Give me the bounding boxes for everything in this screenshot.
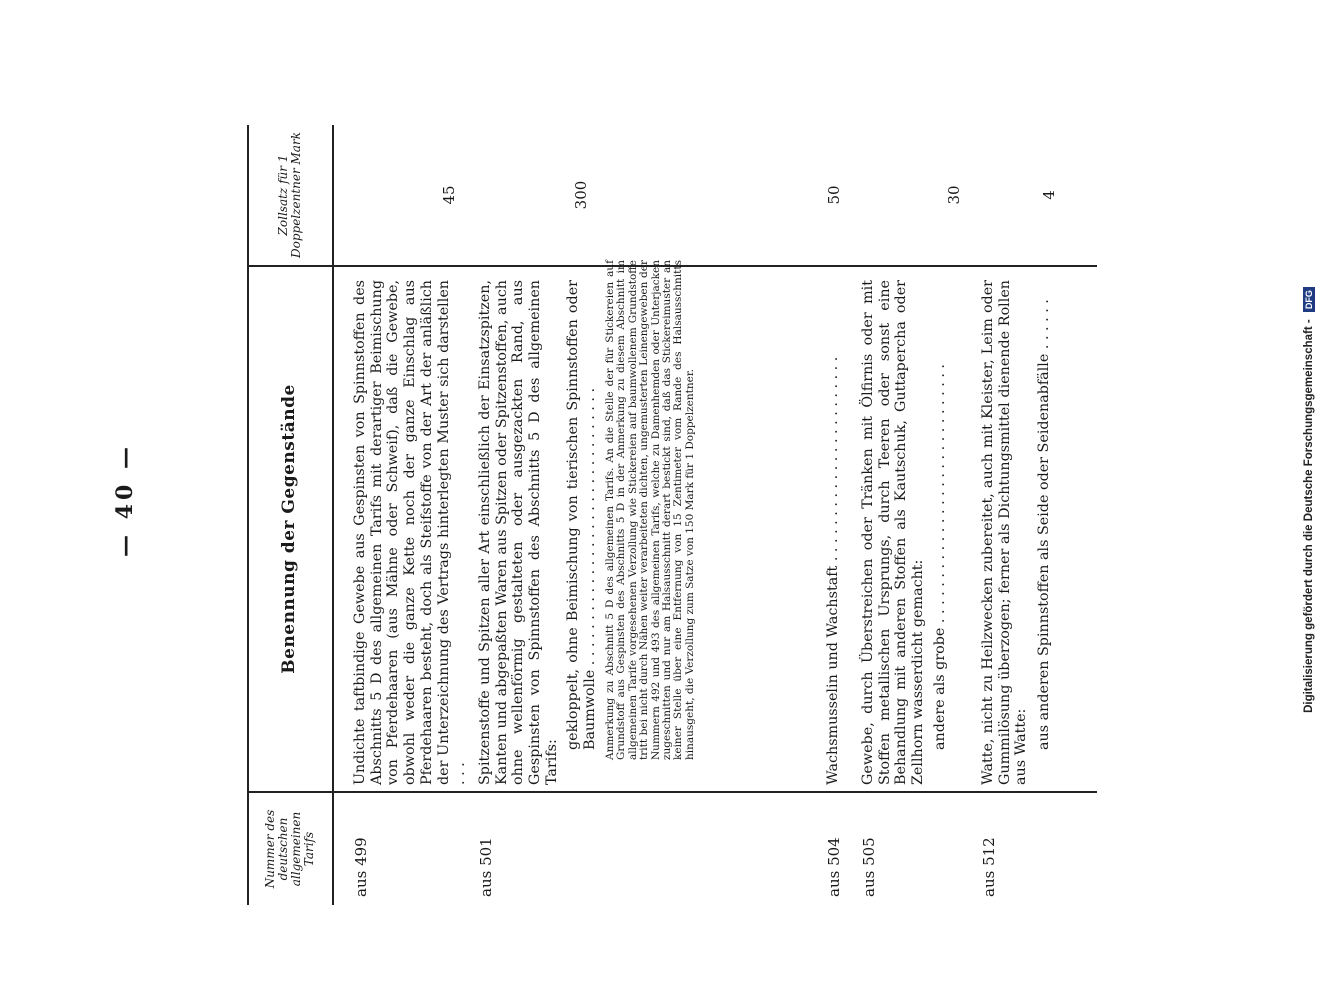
row-number: aus 505 xyxy=(860,837,878,897)
header-description: Benennung der Gegenstände xyxy=(279,384,299,674)
row-number: aus 501 xyxy=(477,837,495,897)
header-rate: Zollsatz für 1 Doppelzentner Mark xyxy=(275,132,303,258)
row-rate: 300 xyxy=(572,180,590,210)
page-number: — 40 — xyxy=(112,443,138,557)
row-sub-description: andere als grobe . . . . . . . . . . . . . . . . . . . . . . . . . . . . . xyxy=(932,364,948,750)
row-rate: 30 xyxy=(945,185,963,205)
col-rule-1 xyxy=(247,791,1097,793)
row-description: Undichte taftbindige Gewebe aus Gespinsten von Spinnstoffen des Abschnitts 5 D des allgemeinen Tarifs mit derartiger Beimischung von Pferdehaaren (aus Mähne oder Schweif), daß die Gewebe, obwohl weder die ganze Kette noch der ganze Einschlag aus Pferdehaaren besteht, doch als Steifstoffe von der Art der anläßlich der Unterzeichnung des Vertrags hinterlegten Muster sich darstellen . . . xyxy=(352,280,469,785)
row-rate: 45 xyxy=(440,185,458,205)
row-sub-description: aus anderen Spinnstoffen als Seide oder Seidenabfälle . . . . . . xyxy=(1036,299,1052,750)
row-rate: 4 xyxy=(1040,190,1058,200)
header-number: Nummer des deutschen allgemeinen Tarifs xyxy=(262,809,316,889)
row-rate: 50 xyxy=(825,185,843,205)
row-description: Wachsmusselin und Wachstaft . . . . . . . . . . . . . . . . . . . . . . . xyxy=(825,356,841,785)
row-note: Anmerkung zu Abschnitt 5 D des allgemeinen Tarifs. An die Stelle der für Stickereien auf Grundstoff aus Gespinsten des Abschnitts 5 D in der Anmerkung zu diesem Abschnitt im allgemeinen Tarife vorgesehenen Verzollung wie Stickereien auf baumwollenem Grundstoffe tritt bei nicht durch Nähen weiter verarbeiteten dichten, ungemusterten Leinengeweben der Nummern 492 und 493 des allgemeinen Tarifs, welche zu Damenhemden oder Unterjacken zugeschnitten und nur am Halsausschnitt derart bestickt sind, daß das Stickereimuster an keiner Stelle über eine Entfernung von 15 Zentimeter vom Rande des Halsausschnitts hinausgeht, die Verzollung zum Satze von 150 Mark für 1 Doppelzentner. xyxy=(604,260,696,760)
header-rule xyxy=(332,125,334,905)
credit-text: Digitalisierung gefördert durch die Deutsche Forschungsgemeinschaft - xyxy=(1303,319,1315,713)
row-number: aus 512 xyxy=(980,837,998,897)
dfg-logo: DFG xyxy=(1303,287,1315,312)
row-description: Watte, nicht zu Heilzwecken zubereitet, auch mit Kleister, Leim oder Gummilösung überzogen; ferner als Dichtungsmittel dienende Rollen aus Watte: xyxy=(980,280,1030,785)
row-number: aus 499 xyxy=(352,837,370,897)
row-description: Gewebe, durch Überstreichen oder Tränken mit Ölfirnis oder mit Stoffen metallischen Ursprungs, durch Teeren oder sonst eine Behandlung mit anderen Stoffen als Kautschuk, Guttapercha oder Zellhorn wasserdicht gemacht: xyxy=(860,280,927,785)
tariff-table xyxy=(247,125,1097,905)
digitization-credit xyxy=(1303,0,1315,1000)
row-sub-description: gekloppelt, ohne Beimischung von tierischen Spinnstoffen oder Baumwolle . . . . . . . . . . . . . . . . . . . . . . . . . . . . . . . xyxy=(565,280,598,750)
row-description: Spitzenstoffe und Spitzen aller Art einschließlich der Einsatzspitzen, Kanten und abgepaßten Waren aus Spitzen oder Spitzenstoffen, auch ohne wellenförmig gestalteten oder ausgezackten Rand, aus Gespinsten von Spinnstoffen des Abschnitts 5 D des allgemeinen Tarifs: xyxy=(477,280,560,785)
row-number: aus 504 xyxy=(825,837,843,897)
